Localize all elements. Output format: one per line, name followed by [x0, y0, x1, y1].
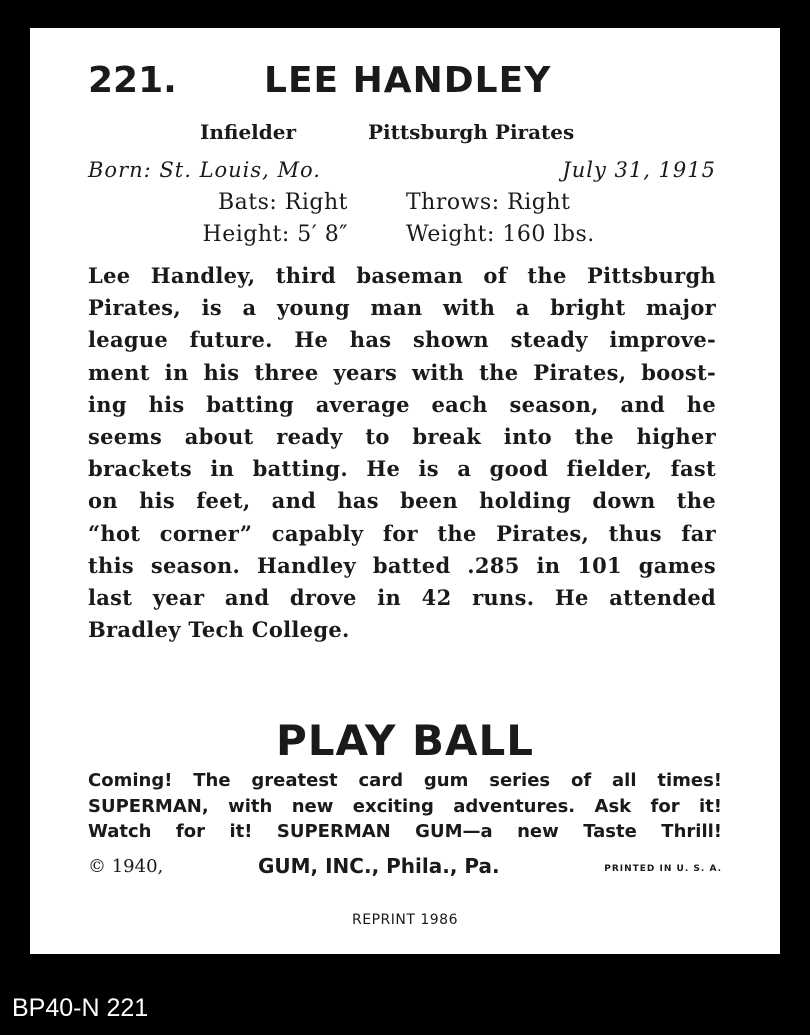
bio-line: “hot corner” capably for the Pirates, thus far — [88, 520, 716, 546]
bio-line: Lee Handley, third baseman of the Pittsburgh — [88, 263, 716, 288]
bio-line: Pirates, is a young man with a bright major — [88, 295, 716, 321]
advertisement — [88, 768, 722, 845]
subheader — [200, 120, 640, 148]
bio-line: Bradley Tech College. — [88, 617, 350, 643]
player-team: Pittsburgh Pirates — [368, 120, 575, 144]
bio-line: seems about ready to break into the higher — [88, 423, 716, 449]
bio-line: this season. Handley batted .285 in 101 games — [88, 552, 716, 578]
born-row — [88, 158, 716, 186]
copyright: © 1940, — [88, 856, 164, 877]
printed-in: PRINTED IN U. S. A. — [604, 864, 722, 874]
bats: Bats: Right — [217, 190, 348, 215]
bats-throws-row — [88, 190, 716, 220]
bio-line: ing his batting average each season, and he — [88, 391, 716, 417]
birthplace: Born: St. Louis, Mo. — [88, 158, 321, 182]
publisher: GUM, INC., Phila., Pa. — [258, 854, 500, 878]
bio-line: league future. He has shown steady improve- — [88, 327, 716, 353]
bio-line: last year and drove in 42 runs. He attended — [88, 584, 716, 610]
card-number: 221. — [88, 60, 177, 101]
player-bio — [88, 260, 716, 646]
bio-line: brackets in batting. He is a good fielder, fast — [88, 456, 716, 482]
play-ball-title: PLAY BALL — [275, 716, 535, 765]
height: Height: 5′ 8″ — [202, 222, 348, 247]
player-position: Infielder — [200, 120, 297, 144]
ad-line: Coming! The greatest card gum series of all times! — [88, 770, 722, 791]
throws: Throws: Right — [406, 190, 571, 215]
card-back — [30, 28, 780, 954]
bio-line: ment in his three years with the Pirates, boost- — [88, 359, 716, 385]
height-weight-row — [88, 222, 716, 252]
birth-date: July 31, 1915 — [562, 158, 716, 182]
player-name: LEE HANDLEY — [264, 60, 552, 101]
ad-line: SUPERMAN, with new exciting adventures. Ask for it! — [88, 795, 722, 817]
card-footer — [88, 854, 722, 884]
weight: Weight: 160 lbs. — [406, 222, 595, 247]
card-header — [88, 60, 722, 110]
inventory-label: BP40-N 221 — [12, 994, 149, 1022]
reprint-notice: REPRINT 1986 — [352, 912, 458, 928]
ad-line: Watch for it! SUPERMAN GUM—a new Taste Thrill! — [88, 821, 722, 842]
bio-line: on his feet, and has been holding down the — [88, 488, 716, 514]
